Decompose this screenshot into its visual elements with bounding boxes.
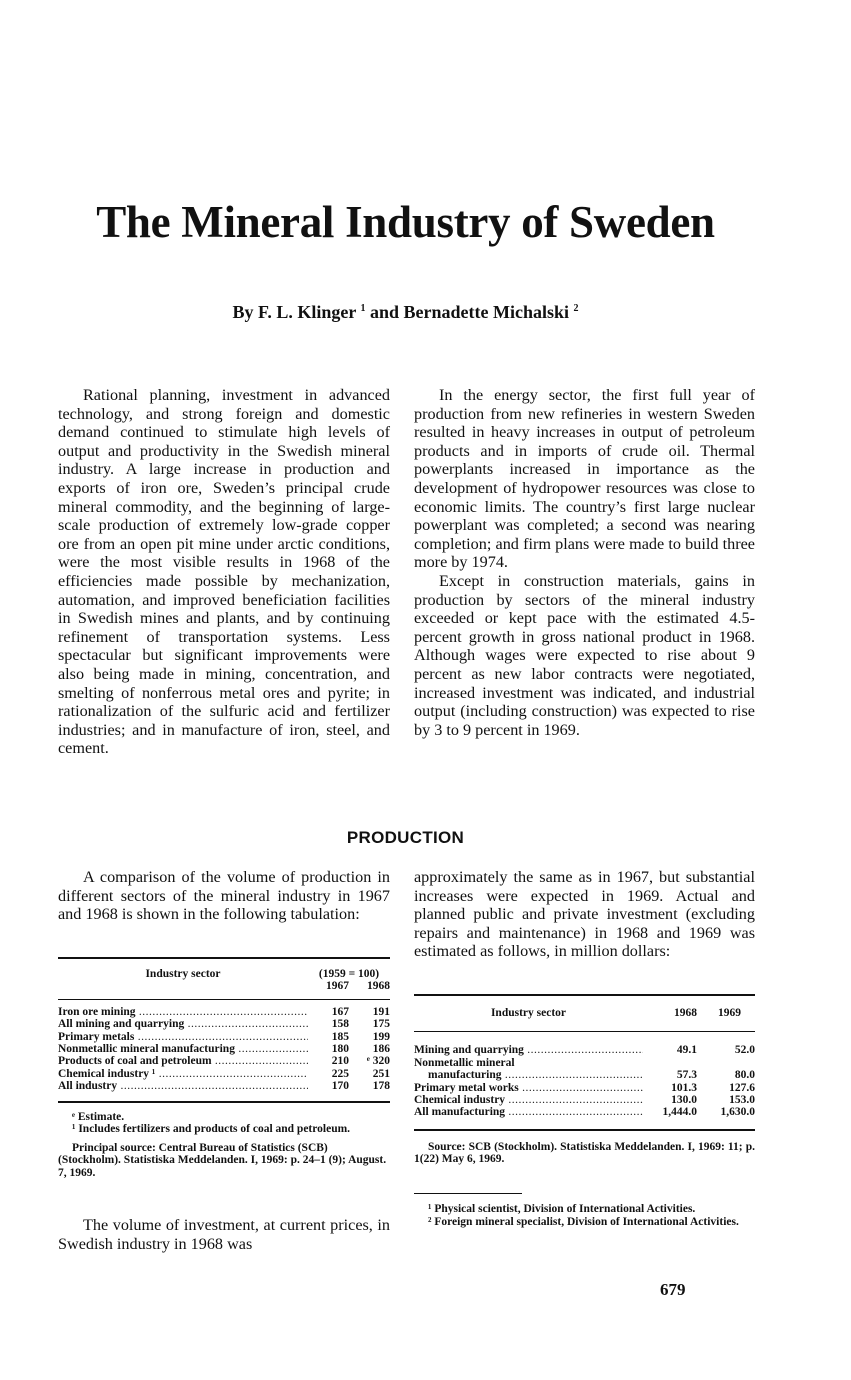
production-left-text xyxy=(58,868,390,924)
table-row xyxy=(58,1068,390,1080)
table2-value-1969: 1,630.0 xyxy=(720,1106,755,1119)
production-left-text-2 xyxy=(58,1216,390,1253)
table-row xyxy=(414,1069,755,1081)
table1-note-estimate: ᵉ Estimate. xyxy=(72,1110,125,1123)
table2-value-1969: 127.6 xyxy=(729,1081,755,1094)
investment-table-block xyxy=(414,994,755,1166)
table1-value-1967: 180 xyxy=(331,1043,349,1056)
table-row xyxy=(58,1043,390,1055)
author-1: By F. L. Klinger xyxy=(232,302,356,322)
table1-sector: Products of coal and petroleum ..... xyxy=(58,1055,308,1067)
table2-value-1968: 49.1 xyxy=(676,1044,698,1057)
production-paragraph-1: A comparison of the volume of production in different sectors of the mineral industry in 1967 and 1968 is shown in the following tabulation: xyxy=(58,868,390,924)
author-2: and Bernadette Michalski xyxy=(365,302,570,322)
table1-value-1968: 251 xyxy=(372,1067,390,1080)
byline xyxy=(0,302,811,323)
production-paragraph-3: The volume of investment, at current prices, in Swedish industry in 1968 was xyxy=(58,1216,390,1253)
table2-value-1968: 130.0 xyxy=(671,1094,698,1107)
table-row xyxy=(58,1006,390,1018)
table1-value-1967: 185 xyxy=(331,1030,349,1043)
table1-sector: All industry ..... xyxy=(58,1080,308,1101)
table2-value-1969: 52.0 xyxy=(734,1044,755,1057)
page-title: The Mineral Industry of Sweden xyxy=(96,197,715,247)
footnotes xyxy=(414,1203,755,1228)
table2-value-1969: 80.0 xyxy=(734,1069,755,1082)
table-row xyxy=(414,1106,755,1129)
table-row xyxy=(414,1057,755,1069)
page-number: 679 xyxy=(660,1280,686,1299)
production-index-table xyxy=(58,957,390,1180)
table1-note-1: ¹ Includes fertilizers and products of coal and petroleum. xyxy=(72,1123,351,1136)
table2-sector: Nonmetallic mineral xyxy=(414,1056,515,1069)
intro-paragraph-1: Rational planning, investment in advanced technology, and strong foreign and domestic demand continued to stimulate high levels of output and productivity in the Swedish mineral industry. A large increase in production and exports of iron ore, Sweden’s principal crude mineral commodity, and the beginning of large-scale production of extremely low-grade copper ore from an open pit mine under arctic conditions, were the most visible results in 1968 of the efficiencies made possible by mechanization, automation, and improved beneficiation facilities in Swedish mines and plants, and by continuing refinement of transportation systems. Less spectacular but significant improvements were also being made in mining, concentration, and smelting of nonferrous metal ores and pyrite; in rationalization of the sulfuric acid and fertilizer industries; and in manufacture of iron, steel, and cement. xyxy=(58,386,390,758)
table2-header-1968: 1968 xyxy=(643,995,697,1032)
table-row xyxy=(58,1055,390,1067)
intro-right-column xyxy=(414,386,755,739)
table1-value-1968: 186 xyxy=(372,1043,390,1056)
table-row xyxy=(414,1082,755,1094)
table2-value-1968 xyxy=(643,1057,697,1069)
table1-header-sector: Industry sector xyxy=(58,958,308,980)
table1-notes xyxy=(58,1111,390,1180)
table1-value-1968: 178 xyxy=(372,1080,390,1093)
production-right-text xyxy=(414,868,755,961)
investment-table xyxy=(414,994,755,1141)
table1-value-1967: 225 xyxy=(331,1067,349,1080)
table-row xyxy=(58,1031,390,1043)
table2-header-1969: 1969 xyxy=(697,995,755,1032)
table1-value-1967: 167 xyxy=(331,1005,349,1018)
table1-value-1967: 210 xyxy=(331,1055,349,1068)
table1-sector: Nonmetallic mineral manufacturing ..... xyxy=(58,1043,308,1055)
table2-sector: Primary metal works ..... xyxy=(414,1082,643,1094)
table2-value-1969 xyxy=(697,1057,755,1069)
table2-source: Source: SCB (Stockholm). Statistiska Meddelanden. I, 1969: 11; p. 1(22) May 6, 1969. xyxy=(414,1140,755,1166)
table1-sector: Iron ore mining ..... xyxy=(58,1006,308,1018)
table1-sector: Primary metals ..... xyxy=(58,1031,308,1043)
table-row xyxy=(414,1044,755,1056)
table1-sector: All mining and quarrying ..... xyxy=(58,1018,308,1030)
table1-value-1967: 158 xyxy=(331,1018,349,1031)
table1-value-1968: ᵉ 320 xyxy=(366,1055,390,1068)
intro-left-column xyxy=(58,386,390,758)
table1-header-1968: 1968 xyxy=(367,980,390,993)
table1-source: Principal source: Central Bureau of Statistics (SCB) (Stockholm). Statistiska Meddelanden. I, 1969: p. 24–1 (9); August. 7, 1969. xyxy=(58,1141,387,1180)
footnote-1: ¹ Physical scientist, Division of International Activities. xyxy=(428,1203,696,1215)
table2-sector: Chemical industry ..... xyxy=(414,1094,643,1106)
table2-sector: Mining and quarrying ..... xyxy=(414,1044,643,1056)
table1-value-1968: 191 xyxy=(372,1005,390,1018)
table-row xyxy=(58,1080,390,1101)
table1-value-1967: 170 xyxy=(331,1080,349,1093)
table1-header-index: (1959 = 100) xyxy=(308,958,390,980)
table-row xyxy=(414,1094,755,1106)
table2-sector: manufacturing ..... xyxy=(414,1069,643,1081)
index-table xyxy=(58,957,390,1107)
table1-value-1968: 199 xyxy=(372,1030,390,1043)
intro-paragraph-2: In the energy sector, the first full year of production from new refineries in western Sweden resulted in heavy increases in output of petroleum products and in imports of crude oil. Thermal powerplants increased in importance as the development of hydropower resources was close to economic limits. The country’s first large nuclear powerplant was completed; a second was nearing completion; and firm plans were made to build three more by 1974. xyxy=(414,386,755,572)
table-row xyxy=(58,1018,390,1030)
footnote-2: ² Foreign mineral specialist, Division of International Activities. xyxy=(428,1215,739,1228)
author-1-footnote-mark: 1 xyxy=(360,303,366,314)
table2-header-sector: Industry sector xyxy=(414,995,643,1032)
production-paragraph-2: approximately the same as in 1967, but substantial increases were expected in 1969. Actual and planned public and private investment (excluding repairs and maintenance) in 1968 and 1969 was estimated as follows, in million dollars: xyxy=(414,868,755,961)
table1-header-1967: 1967 xyxy=(326,980,349,993)
table1-sector: Chemical industry ¹ ..... xyxy=(58,1068,308,1080)
table2-value-1968: 1,444.0 xyxy=(662,1106,698,1119)
table2-value-1968: 101.3 xyxy=(671,1081,698,1094)
table2-value-1969: 153.0 xyxy=(729,1094,755,1107)
author-2-footnote-mark: 2 xyxy=(573,303,579,314)
production-heading: PRODUCTION xyxy=(346,828,465,847)
intro-paragraph-3: Except in construction materials, gains in production by sectors of the mineral industry exceeded or kept pace with the estimated 4.5-percent growth in gross national product in 1968. Although wages were expected to rise about 9 percent as new labor contracts were negotiated, increased investment was indicated, and industrial output (including construction) was expected to rise by 3 to 9 percent in 1969. xyxy=(414,571,755,739)
table1-value-1968: 175 xyxy=(372,1018,390,1031)
table2-value-1968: 57.3 xyxy=(676,1069,698,1082)
footnote-divider xyxy=(414,1193,522,1194)
table2-sector: All manufacturing ..... xyxy=(414,1106,643,1129)
